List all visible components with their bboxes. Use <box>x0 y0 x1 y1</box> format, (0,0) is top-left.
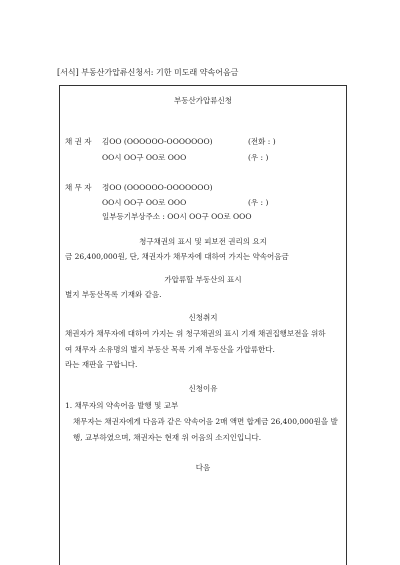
creditor-phone: (전화 : ) <box>248 137 276 146</box>
creditor-address: OO시 OO구 OO로 OOO <box>102 153 187 162</box>
claim-heading: 청구채권의 표시 및 피보전 권리의 요지 <box>139 237 267 246</box>
debtor-registry-address: 일부등기부상주소 : OO시 OO구 OO로 OOO <box>102 212 252 221</box>
reason-item-1: 1. 채무자의 약속어음 발행 및 교부 <box>65 401 179 410</box>
form-caption: [서식] 부동산가압류신청서: 기한 미도래 약속어음금 <box>57 68 239 77</box>
document-frame <box>59 85 347 565</box>
debtor-label: 채 무 자 <box>65 183 92 192</box>
reason-line-2: 행, 교부하였으며, 채권자는 현재 위 어음의 소지인입니다. <box>73 433 262 442</box>
creditor-zip: (우 : ) <box>248 153 269 162</box>
debtor-zip: (우 : ) <box>248 198 269 207</box>
purpose-line-2: 여 채무자 소유명의 별지 부동산 목록 기재 부동산을 가압류한다. <box>65 345 275 354</box>
creditor-label: 채 권 자 <box>65 137 92 146</box>
property-heading: 가압류할 부동산의 표시 <box>164 275 242 284</box>
reason-heading: 신청이유 <box>188 384 218 393</box>
property-text: 별지 부동산목록 기재와 같음. <box>65 290 162 299</box>
document-title: 부동산가압류신청 <box>174 96 232 105</box>
debtor-address: OO시 OO구 OO로 OOO <box>102 198 187 207</box>
claim-text: 금 26,400,000원, 단, 채권자가 채무자에 대하여 가지는 약속어음금 <box>65 252 289 261</box>
next-heading: 다음 <box>195 463 211 472</box>
debtor-name-id: 정OO (OOOOOO-OOOOOOO) <box>102 183 213 192</box>
reason-line-1: 채무자는 채권자에게 다음과 같은 약속어음 2매 액면 합계금 26,400,000원을 발 <box>73 417 338 426</box>
purpose-line-1: 채권자가 채무자에 대하여 가지는 위 청구채권의 표시 기재 채권집행보전을 위하 <box>65 329 326 338</box>
purpose-line-3: 라는 재판을 구합니다. <box>65 360 138 369</box>
purpose-heading: 신청취지 <box>188 313 218 322</box>
creditor-name-id: 김OO (OOOOOO-OOOOOOO) <box>102 137 213 146</box>
